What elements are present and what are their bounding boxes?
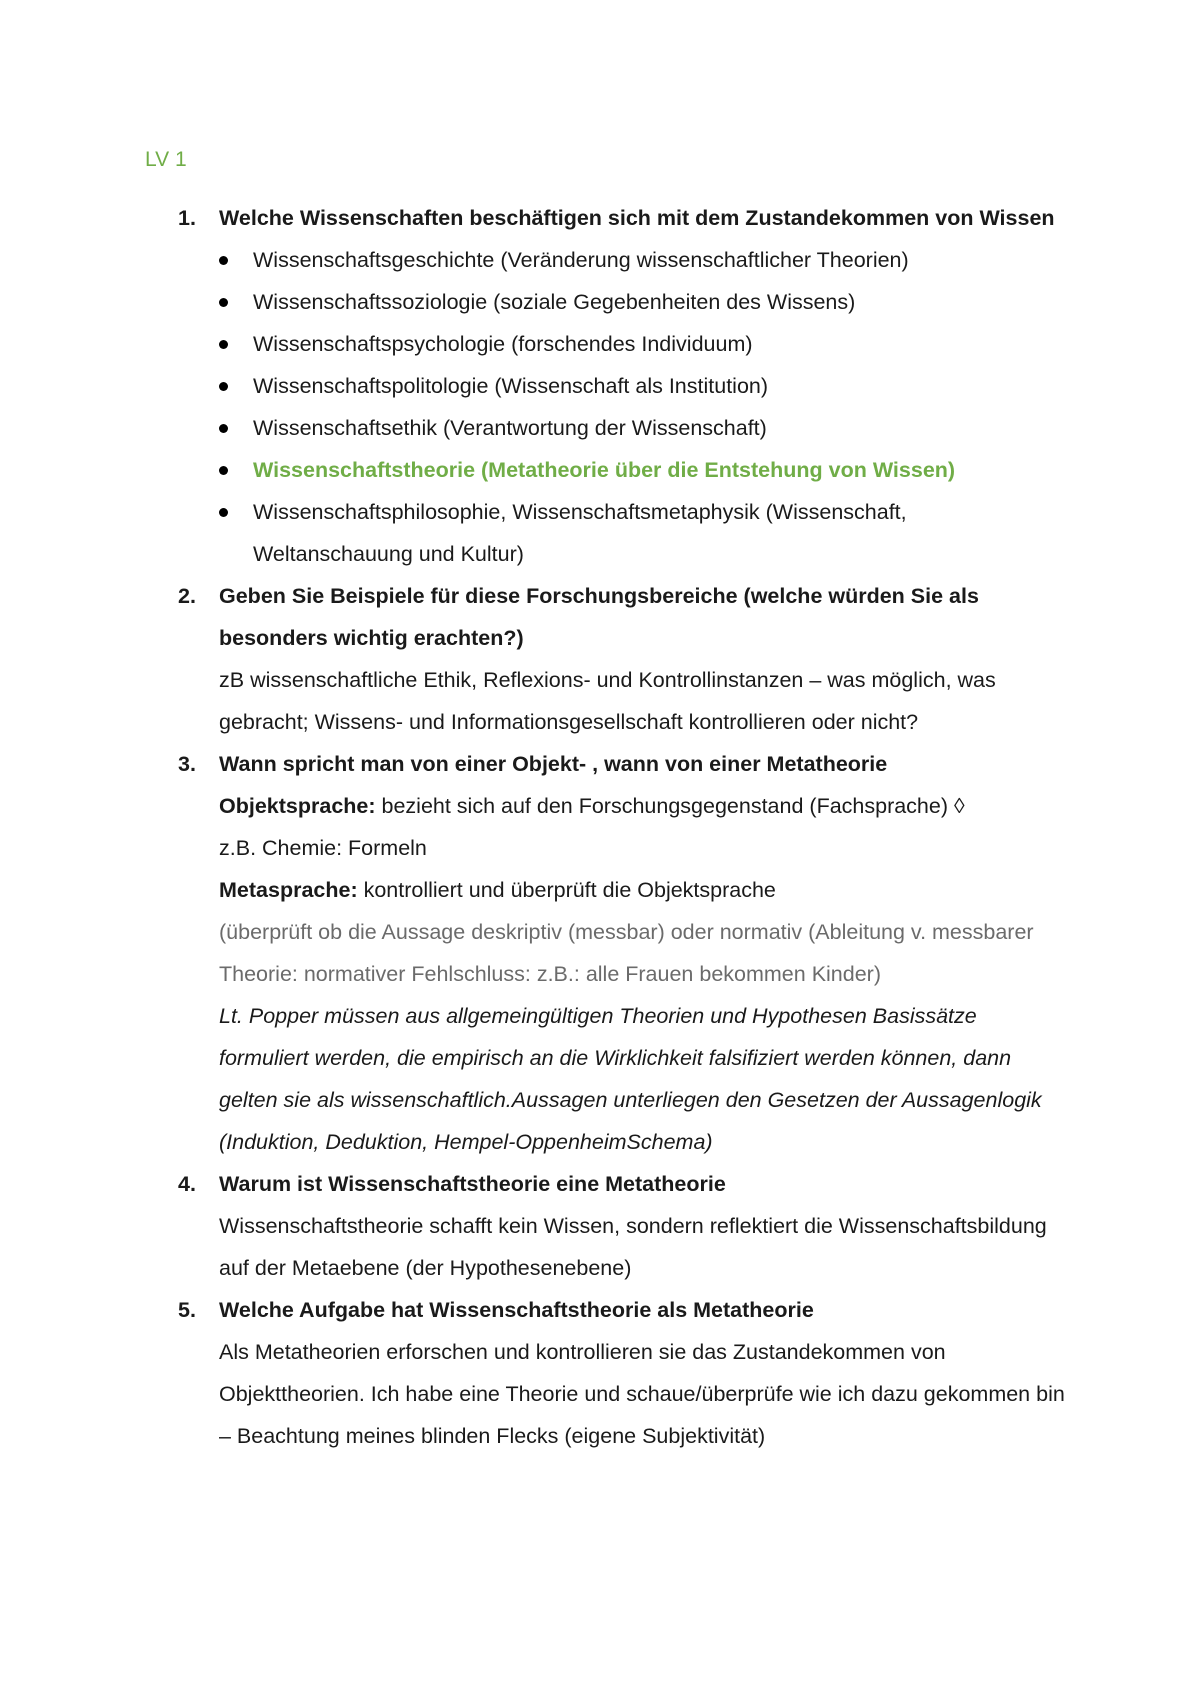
list-item-text-highlighted: Wissenschaftstheorie (Metatheorie über die Entstehung von Wissen) <box>253 458 956 482</box>
bullet-list <box>219 239 1070 575</box>
question-list <box>0 197 1200 1457</box>
question-title: Geben Sie Beispiele für diese Forschungsbereiche (welche würden Sie als besonders wichtig erachten?) <box>219 584 979 650</box>
question-number: 5. <box>178 1298 196 1322</box>
metasprache-text: kontrolliert und überprüft die Objektsprache <box>357 878 776 902</box>
question-number: 3. <box>178 752 196 776</box>
objektsprache-label: Objektsprache: <box>219 794 376 818</box>
bullet-icon <box>219 508 228 517</box>
bullet-icon <box>219 256 228 265</box>
question-5 <box>0 1289 1200 1457</box>
list-item-text: Wissenschaftsphilosophie, Wissenschaftsmetaphysik (Wissenschaft, Weltanschauung und Kultur) <box>253 500 907 566</box>
list-item <box>219 365 1070 407</box>
question-3 <box>0 743 1200 1163</box>
question-title: Welche Aufgabe hat Wissenschaftstheorie als Metatheorie <box>219 1298 814 1322</box>
question-title: Warum ist Wissenschaftstheorie eine Metatheorie <box>219 1172 726 1196</box>
list-item <box>219 323 1070 365</box>
bullet-icon <box>219 298 228 307</box>
question-4 <box>0 1163 1200 1289</box>
list-item-highlighted <box>219 449 1070 491</box>
popper-paragraph: Lt. Popper müssen aus allgemeingültigen Theorien und Hypothesen Basissätze formuliert werden, die empirisch an die Wirklichkeit falsifiziert werden können, dann gelten sie als wissenschaftlich.Aussagen unterliegen den Gesetzen der Aussagenlogik (Induktion, Deduktion, Hempel-OppenheimSchema) <box>219 1004 1042 1154</box>
bullet-icon <box>219 340 228 349</box>
question-number: 4. <box>178 1172 196 1196</box>
list-item-text: Wissenschaftsethik (Verantwortung der Wissenschaft) <box>253 416 767 440</box>
answer-text: zB wissenschaftliche Ethik, Reflexions- und Kontrollinstanzen – was möglich, was gebracht; Wissens- und Informationsgesellschaft kontrollieren oder nicht? <box>219 668 996 734</box>
question-2 <box>0 575 1200 743</box>
question-title: Welche Wissenschaften beschäftigen sich mit dem Zustandekommen von Wissen <box>219 206 1055 230</box>
list-item <box>219 491 1070 575</box>
question-title: Wann spricht man von einer Objekt- , wann von einer Metatheorie <box>219 752 888 776</box>
objektsprache-paragraph <box>219 785 1070 827</box>
metasprache-paragraph <box>219 869 1070 911</box>
list-item <box>219 281 1070 323</box>
list-item-text: Wissenschaftspolitologie (Wissenschaft als Institution) <box>253 374 769 398</box>
bullet-icon <box>219 466 228 475</box>
answer-text: Als Metatheorien erforschen und kontrollieren sie das Zustandekommen von Objekttheorien. Ich habe eine Theorie und schaue/überprüfe wie ich dazu gekommen bin – Beachtung meines blinden Flecks (eigene Subjektivität) <box>219 1340 1065 1448</box>
objektsprache-example: z.B. Chemie: Formeln <box>219 836 427 860</box>
objektsprache-text: bezieht sich auf den Forschungsgegenstand (Fachsprache) ◊ <box>375 794 965 818</box>
question-number: 2. <box>178 584 196 608</box>
list-item-text: Wissenschaftspsychologie (forschendes Individuum) <box>253 332 753 356</box>
metasprache-note: (überprüft ob die Aussage deskriptiv (messbar) oder normativ (Ableitung v. messbarer Theorie: normativer Fehlschluss: z.B.: alle Frauen bekommen Kinder) <box>219 920 1034 986</box>
list-item <box>219 239 1070 281</box>
metasprache-label: Metasprache: <box>219 878 358 902</box>
page-heading: LV 1 <box>145 148 187 171</box>
list-item-text: Wissenschaftssoziologie (soziale Gegebenheiten des Wissens) <box>253 290 856 314</box>
list-item <box>219 407 1070 449</box>
question-number: 1. <box>178 206 196 230</box>
bullet-icon <box>219 382 228 391</box>
list-item-text: Wissenschaftsgeschichte (Veränderung wissenschaftlicher Theorien) <box>253 248 909 272</box>
question-1 <box>0 197 1200 575</box>
bullet-icon <box>219 424 228 433</box>
answer-text: Wissenschaftstheorie schafft kein Wissen, sondern reflektiert die Wissenschaftsbildung auf der Metaebene (der Hypothesenebene) <box>219 1214 1047 1280</box>
